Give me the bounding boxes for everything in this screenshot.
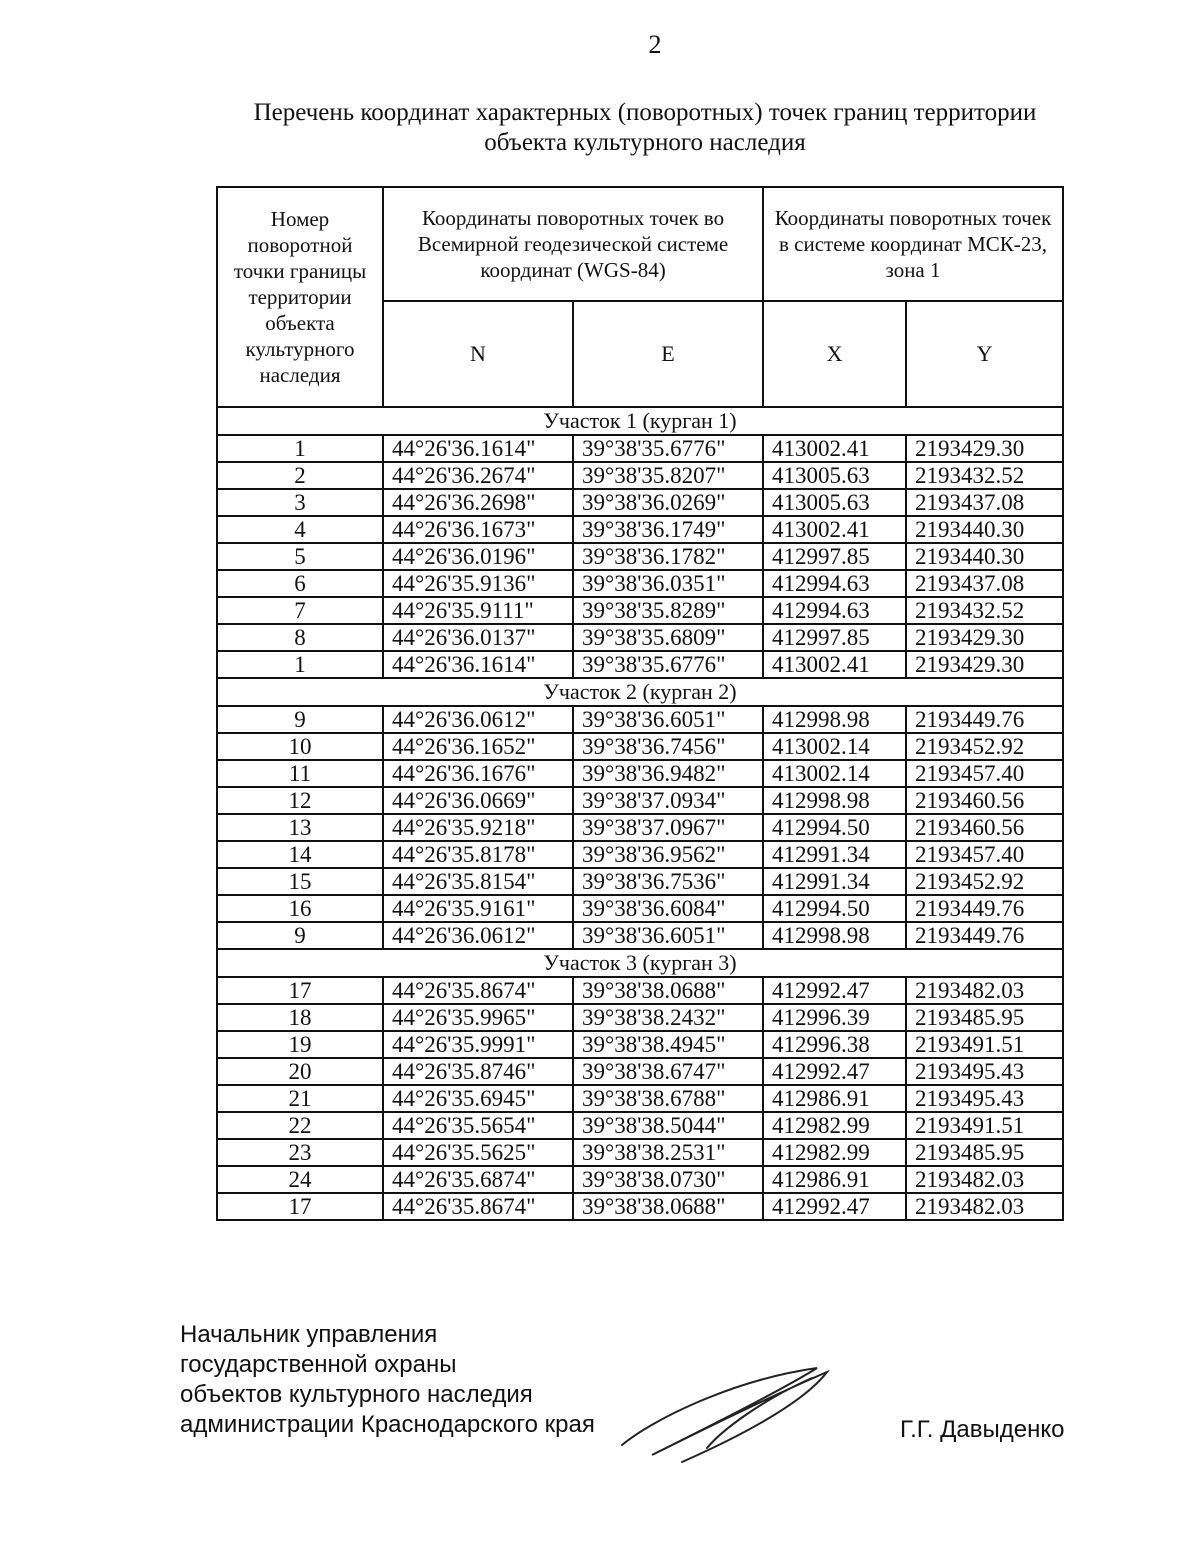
wgs-e: 39°38'36.1749" xyxy=(573,516,763,543)
handwritten-signature xyxy=(612,1360,842,1470)
wgs-n: 44°26'35.9111" xyxy=(383,597,573,624)
wgs-n: 44°26'35.8674" xyxy=(383,1193,573,1220)
wgs-e: 39°38'38.4945" xyxy=(573,1031,763,1058)
msk-x: 412982.99 xyxy=(763,1112,906,1139)
wgs-e: 39°38'36.0351" xyxy=(573,570,763,597)
table-row xyxy=(217,814,1063,841)
title-line-1: Перечень координат характерных (поворотных) точек границ территории xyxy=(253,99,1037,126)
wgs-n: 44°26'36.1614" xyxy=(383,651,573,678)
coordinates-table xyxy=(216,186,1064,1221)
section-title: Участок 2 (курган 2) xyxy=(217,678,1063,706)
table-row xyxy=(217,841,1063,868)
msk-y: 2193429.30 xyxy=(906,651,1063,678)
point-number: 12 xyxy=(217,787,383,814)
wgs-n: 44°26'35.8746" xyxy=(383,1058,573,1085)
msk-y: 2193460.56 xyxy=(906,814,1063,841)
msk-y: 2193452.92 xyxy=(906,733,1063,760)
wgs-n: 44°26'36.0612" xyxy=(383,922,573,949)
wgs-e: 39°38'38.6788" xyxy=(573,1085,763,1112)
wgs-n: 44°26'36.0137" xyxy=(383,624,573,651)
wgs-e: 39°38'36.9562" xyxy=(573,841,763,868)
msk-x: 412994.63 xyxy=(763,570,906,597)
table-row xyxy=(217,1112,1063,1139)
wgs-n: 44°26'35.8674" xyxy=(383,977,573,1004)
point-number: 10 xyxy=(217,733,383,760)
point-number: 11 xyxy=(217,760,383,787)
header-msk23: Координаты поворотных точек в системе координат МСК-23, зона 1 xyxy=(763,187,1063,301)
msk-x: 412991.34 xyxy=(763,868,906,895)
msk-y: 2193429.30 xyxy=(906,624,1063,651)
table-row xyxy=(217,922,1063,949)
msk-x: 413002.41 xyxy=(763,651,906,678)
table-row xyxy=(217,1031,1063,1058)
msk-x: 412982.99 xyxy=(763,1139,906,1166)
msk-y: 2193432.52 xyxy=(906,462,1063,489)
table-row xyxy=(217,624,1063,651)
wgs-n: 44°26'35.9965" xyxy=(383,1004,573,1031)
msk-y: 2193437.08 xyxy=(906,489,1063,516)
table-row xyxy=(217,516,1063,543)
wgs-e: 39°38'35.8289" xyxy=(573,597,763,624)
msk-y: 2193449.76 xyxy=(906,922,1063,949)
msk-x: 413005.63 xyxy=(763,462,906,489)
wgs-n: 44°26'36.0669" xyxy=(383,787,573,814)
msk-x: 412992.47 xyxy=(763,1058,906,1085)
wgs-n: 44°26'36.1676" xyxy=(383,760,573,787)
position-line: Начальник управления xyxy=(180,1321,438,1348)
wgs-e: 39°38'36.7456" xyxy=(573,733,763,760)
point-number: 7 xyxy=(217,597,383,624)
wgs-e: 39°38'36.6084" xyxy=(573,895,763,922)
point-number: 13 xyxy=(217,814,383,841)
table-row xyxy=(217,895,1063,922)
point-number: 9 xyxy=(217,706,383,733)
wgs-n: 44°26'35.5654" xyxy=(383,1112,573,1139)
wgs-n: 44°26'36.0612" xyxy=(383,706,573,733)
header-col-y: Y xyxy=(906,301,1063,407)
wgs-n: 44°26'36.1673" xyxy=(383,516,573,543)
wgs-e: 39°38'38.2432" xyxy=(573,1004,763,1031)
msk-y: 2193437.08 xyxy=(906,570,1063,597)
msk-x: 412986.91 xyxy=(763,1085,906,1112)
table-row xyxy=(217,1058,1063,1085)
msk-y: 2193449.76 xyxy=(906,706,1063,733)
table-row xyxy=(217,1193,1063,1220)
wgs-e: 39°38'35.6809" xyxy=(573,624,763,651)
table-row xyxy=(217,977,1063,1004)
table-row xyxy=(217,570,1063,597)
point-number: 6 xyxy=(217,570,383,597)
point-number: 9 xyxy=(217,922,383,949)
msk-y: 2193432.52 xyxy=(906,597,1063,624)
wgs-n: 44°26'36.1614" xyxy=(383,435,573,462)
point-number: 21 xyxy=(217,1085,383,1112)
msk-x: 413005.63 xyxy=(763,489,906,516)
table-row xyxy=(217,1004,1063,1031)
wgs-e: 39°38'36.6051" xyxy=(573,922,763,949)
wgs-e: 39°38'37.0934" xyxy=(573,787,763,814)
title-line-2: объекта культурного наследия xyxy=(484,129,806,156)
table-row xyxy=(217,1166,1063,1193)
msk-y: 2193495.43 xyxy=(906,1058,1063,1085)
wgs-e: 39°38'38.0688" xyxy=(573,977,763,1004)
wgs-n: 44°26'35.9161" xyxy=(383,895,573,922)
msk-y: 2193482.03 xyxy=(906,1166,1063,1193)
position-line: администрации Краснодарского края xyxy=(180,1411,595,1438)
msk-y: 2193460.56 xyxy=(906,787,1063,814)
section-title: Участок 1 (курган 1) xyxy=(217,407,1063,435)
table-row xyxy=(217,787,1063,814)
wgs-n: 44°26'36.0196" xyxy=(383,543,573,570)
table-row xyxy=(217,597,1063,624)
wgs-e: 39°38'38.0688" xyxy=(573,1193,763,1220)
wgs-e: 39°38'36.1782" xyxy=(573,543,763,570)
wgs-n: 44°26'35.9136" xyxy=(383,570,573,597)
msk-x: 412998.98 xyxy=(763,922,906,949)
document-title xyxy=(210,98,1080,158)
msk-y: 2193440.30 xyxy=(906,543,1063,570)
msk-x: 413002.14 xyxy=(763,733,906,760)
wgs-n: 44°26'35.8154" xyxy=(383,868,573,895)
section-row xyxy=(217,407,1063,435)
wgs-n: 44°26'36.1652" xyxy=(383,733,573,760)
msk-x: 413002.41 xyxy=(763,516,906,543)
section-row xyxy=(217,949,1063,977)
point-number: 24 xyxy=(217,1166,383,1193)
header-col-e: E xyxy=(573,301,763,407)
msk-x: 412986.91 xyxy=(763,1166,906,1193)
section-title: Участок 3 (курган 3) xyxy=(217,949,1063,977)
table-row xyxy=(217,651,1063,678)
wgs-e: 39°38'36.0269" xyxy=(573,489,763,516)
msk-y: 2193457.40 xyxy=(906,760,1063,787)
wgs-n: 44°26'35.6945" xyxy=(383,1085,573,1112)
msk-x: 412998.98 xyxy=(763,787,906,814)
msk-x: 412992.47 xyxy=(763,977,906,1004)
wgs-e: 39°38'38.5044" xyxy=(573,1112,763,1139)
point-number: 17 xyxy=(217,977,383,1004)
wgs-e: 39°38'35.6776" xyxy=(573,651,763,678)
wgs-e: 39°38'36.7536" xyxy=(573,868,763,895)
msk-y: 2193482.03 xyxy=(906,1193,1063,1220)
table-row xyxy=(217,462,1063,489)
msk-y: 2193482.03 xyxy=(906,977,1063,1004)
table-row xyxy=(217,1139,1063,1166)
wgs-e: 39°38'38.2531" xyxy=(573,1139,763,1166)
wgs-e: 39°38'37.0967" xyxy=(573,814,763,841)
table-row xyxy=(217,435,1063,462)
point-number: 19 xyxy=(217,1031,383,1058)
msk-x: 412991.34 xyxy=(763,841,906,868)
header-col-x: X xyxy=(763,301,906,407)
table-row xyxy=(217,868,1063,895)
header-col-n: N xyxy=(383,301,573,407)
point-number: 1 xyxy=(217,651,383,678)
msk-y: 2193440.30 xyxy=(906,516,1063,543)
point-number: 4 xyxy=(217,516,383,543)
msk-x: 412992.47 xyxy=(763,1193,906,1220)
wgs-e: 39°38'35.8207" xyxy=(573,462,763,489)
point-number: 20 xyxy=(217,1058,383,1085)
point-number: 3 xyxy=(217,489,383,516)
wgs-n: 44°26'36.2674" xyxy=(383,462,573,489)
wgs-e: 39°38'38.0730" xyxy=(573,1166,763,1193)
point-number: 2 xyxy=(217,462,383,489)
point-number: 8 xyxy=(217,624,383,651)
wgs-e: 39°38'35.6776" xyxy=(573,435,763,462)
table-row xyxy=(217,706,1063,733)
header-point-number: Номер поворотной точки границы территории объекта культурного наследия xyxy=(217,187,383,407)
msk-x: 412996.38 xyxy=(763,1031,906,1058)
point-number: 14 xyxy=(217,841,383,868)
wgs-n: 44°26'36.2698" xyxy=(383,489,573,516)
msk-y: 2193495.43 xyxy=(906,1085,1063,1112)
wgs-n: 44°26'35.9991" xyxy=(383,1031,573,1058)
wgs-n: 44°26'35.5625" xyxy=(383,1139,573,1166)
wgs-e: 39°38'36.6051" xyxy=(573,706,763,733)
table-body xyxy=(217,407,1063,1220)
point-number: 17 xyxy=(217,1193,383,1220)
wgs-n: 44°26'35.9218" xyxy=(383,814,573,841)
wgs-n: 44°26'35.6874" xyxy=(383,1166,573,1193)
table-row xyxy=(217,489,1063,516)
wgs-e: 39°38'38.6747" xyxy=(573,1058,763,1085)
point-number: 1 xyxy=(217,435,383,462)
msk-y: 2193485.95 xyxy=(906,1139,1063,1166)
point-number: 15 xyxy=(217,868,383,895)
msk-y: 2193491.51 xyxy=(906,1112,1063,1139)
msk-x: 412994.50 xyxy=(763,895,906,922)
page-number: 2 xyxy=(648,30,662,59)
wgs-e: 39°38'36.9482" xyxy=(573,760,763,787)
point-number: 18 xyxy=(217,1004,383,1031)
signer-name: Г.Г. Давыденко xyxy=(900,1416,1065,1443)
table-row xyxy=(217,733,1063,760)
msk-y: 2193449.76 xyxy=(906,895,1063,922)
msk-y: 2193429.30 xyxy=(906,435,1063,462)
point-number: 22 xyxy=(217,1112,383,1139)
table-row xyxy=(217,760,1063,787)
header-wgs84: Координаты поворотных точек во Всемирной геодезической системе координат (WGS-84) xyxy=(383,187,763,301)
position-line: объектов культурного наследия xyxy=(180,1381,533,1408)
wgs-n: 44°26'35.8178" xyxy=(383,841,573,868)
signature-position xyxy=(180,1320,595,1440)
msk-y: 2193485.95 xyxy=(906,1004,1063,1031)
msk-x: 412998.98 xyxy=(763,706,906,733)
msk-x: 412997.85 xyxy=(763,543,906,570)
table-row xyxy=(217,1085,1063,1112)
msk-y: 2193491.51 xyxy=(906,1031,1063,1058)
position-line: государственной охраны xyxy=(180,1351,457,1378)
point-number: 23 xyxy=(217,1139,383,1166)
point-number: 5 xyxy=(217,543,383,570)
section-row xyxy=(217,678,1063,706)
msk-y: 2193452.92 xyxy=(906,868,1063,895)
msk-x: 412994.63 xyxy=(763,597,906,624)
table-row xyxy=(217,543,1063,570)
msk-x: 413002.14 xyxy=(763,760,906,787)
msk-x: 413002.41 xyxy=(763,435,906,462)
msk-x: 412997.85 xyxy=(763,624,906,651)
msk-x: 412994.50 xyxy=(763,814,906,841)
msk-y: 2193457.40 xyxy=(906,841,1063,868)
msk-x: 412996.39 xyxy=(763,1004,906,1031)
point-number: 16 xyxy=(217,895,383,922)
